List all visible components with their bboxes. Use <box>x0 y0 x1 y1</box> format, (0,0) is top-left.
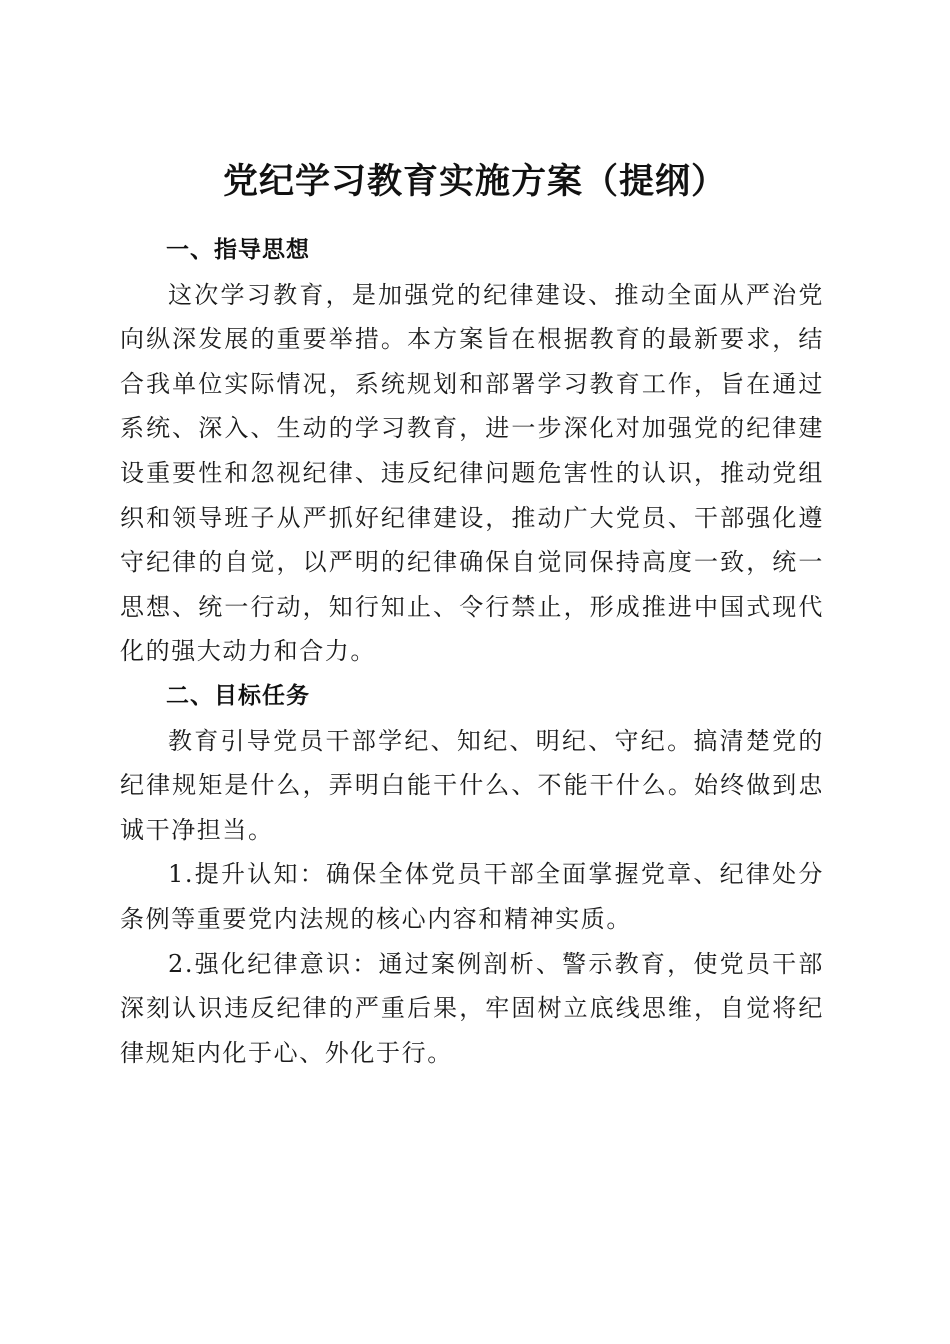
section-heading-objectives: 二、目标任务 <box>166 682 310 709</box>
document-title: 党纪学习教育实施方案（提纲） <box>222 161 727 203</box>
objectives-paragraph: 教育引导党员干部学纪、知纪、明纪、守纪。搞清楚党的纪律规矩是什么，弄明白能干什么、不能干什么。始终做到忠诚干净担当。 <box>120 726 824 844</box>
section-heading-guiding-ideology: 一、指导思想 <box>166 237 310 263</box>
objective-item-1: 1.提升认知：确保全体党员干部全面掌握党章、纪律处分条例等重要党内法规的核心内容和精神实质。 <box>120 860 824 933</box>
document-body <box>120 228 824 1075</box>
guiding-ideology-paragraph: 这次学习教育，是加强党的纪律建设、推动全面从严治党向纵深发展的重要举措。本方案旨在根据教育的最新要求，结合我单位实际情况，系统规划和部署学习教育工作，旨在通过系统、深入、生动的学习教育，进一步深化对加强党的纪律建设重要性和忽视纪律、违反纪律问题危害性的认识，推动党组织和领导班子从严抓好纪律建设，推动广大党员、干部强化遵守纪律的自觉，以严明的纪律确保自觉同保持高度一致，统一思想、统一行动，知行知止、令行禁止，形成推进中国式现代化的强大动力和合力。 <box>120 280 824 666</box>
objective-item-2: 2.强化纪律意识：通过案例剖析、警示教育，使党员干部深刻认识违反纪律的严重后果，牢固树立底线思维，自觉将纪律规矩内化于心、外化于行。 <box>120 949 824 1067</box>
